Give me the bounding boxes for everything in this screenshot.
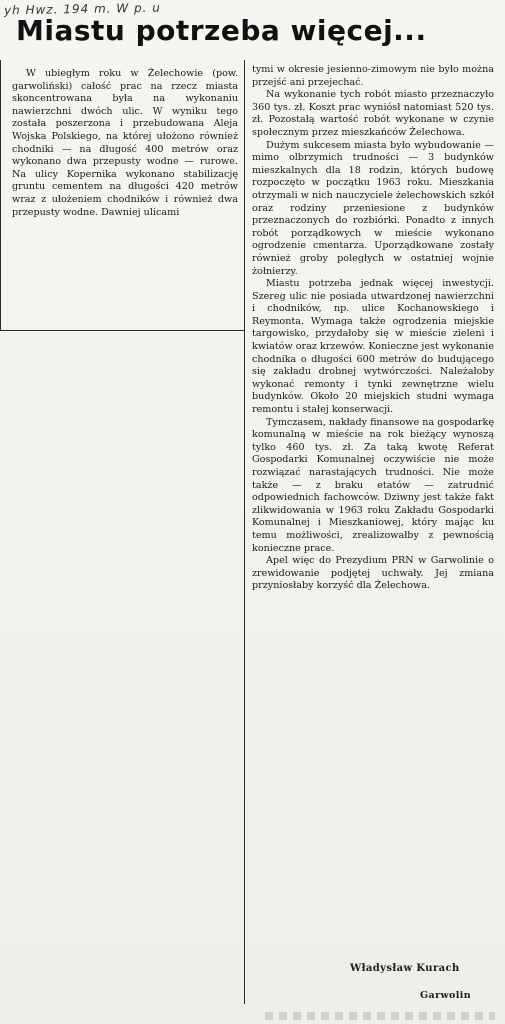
author-location: Garwolin bbox=[420, 990, 472, 1001]
scan-artifact bbox=[265, 1012, 495, 1020]
paragraph: Miastu potrzeba jednak więcej inwestycji. Szereg ulic nie posiada utwardzonej nawierzchni i chodników, np. ulice Kochanowskiego i Reymonta. Wymaga także ogrodzenia miejskie targowisko, przydałoby się w mieście zieleni i kwiatów oraz krzewów. Konieczne jest wykonanie chodnika o długości 600 metrów do budującego się zakładu drobnej wytwórczości. Należałoby wykonać remonty i tynki zewnętrzne wielu budynków. Około 20 miejskich studni wymaga remontu i stałej konserwacji. bbox=[252, 278, 494, 416]
frame-left-rule bbox=[0, 60, 1, 330]
paragraph: Na wykonanie tych robót miasto przeznaczyło 360 tys. zł. Koszt prac wyniósł natomiast 520 tys. zł. Pozostałą wartość robót wykonane w czynie społecznym przez mieszkańców Żelechowa. bbox=[252, 89, 494, 138]
paragraph: Dużym sukcesem miasta było wybudowanie — mimo olbrzymich trudności — 3 budynków mieszkalnych dla 18 rodzin, których budowę rozpoczęto w początku 1963 roku. Mieszkania otrzymali w nich nauczyciele żelechowskich szkół oraz rodziny przeniesione z budynków przeznaczonych do rozbiórki. Ponadto z innych robót porządkowych w mieście wykonano ogrodzenie cmentarza. Uporządkowane zostały również groby poległych w ostatniej wojnie żołnierzy. bbox=[252, 139, 494, 277]
author-signature: Władysław Kurach bbox=[350, 963, 460, 974]
paragraph: Apel więc do Prezydium PRN w Garwolinie o zrewidowanie podjętej uchwały. Jej zmiana przyniosłaby korzyść dla Żelechowa. bbox=[252, 555, 494, 592]
article-headline: Miastu potrzeba więcej... bbox=[16, 14, 427, 47]
article-column-2 bbox=[252, 64, 494, 593]
column-divider bbox=[244, 60, 245, 1004]
paragraph: W ubiegłym roku w Żelechowie (pow. garwoliński) całość prac na rzecz miasta skoncentrowana była na wykonaniu nawierzchni dwóch ulic. W wyniku tego została poszerzona i przebudowana Aleja Wojska Polskiego, na której ułożono również chodniki — na długość 400 metrów oraz wykonano dwa przepusty wodne — rurowe. Na ulicy Kopernika wykonano stabilizację gruntu cementem na długości 420 metrów wraz z ułożeniem chodników i również dwa przepusty wodne. Dawniej ulicami bbox=[12, 68, 238, 218]
handwritten-note: yh Hwz. 194 m. W p. u bbox=[3, 0, 161, 18]
article-column-1 bbox=[12, 68, 238, 219]
paragraph: Tymczasem, nakłady finansowe na gospodarkę komunalną w mieście na rok bieżący wynoszą tylko 460 tys. zł. Za taką kwotę Referat Gospodarki Komunalnej oczywiście nie może rozwiązać narastających trudności. Nie może także — z braku etatów — zatrudnić odpowiednich fachowców. Dziwny jest także fakt zlikwidowania w 1963 roku Zakładu Gospodarki Komunalnej i Mieszkaniowej, który mając ku temu możliwości, zrealizowałby z pewnością konieczne prace. bbox=[252, 416, 494, 554]
frame-bottom-rule bbox=[0, 330, 245, 331]
paragraph: tymi w okresie jesienno-zimowym nie było można przejść ani przejechać. bbox=[252, 64, 494, 88]
